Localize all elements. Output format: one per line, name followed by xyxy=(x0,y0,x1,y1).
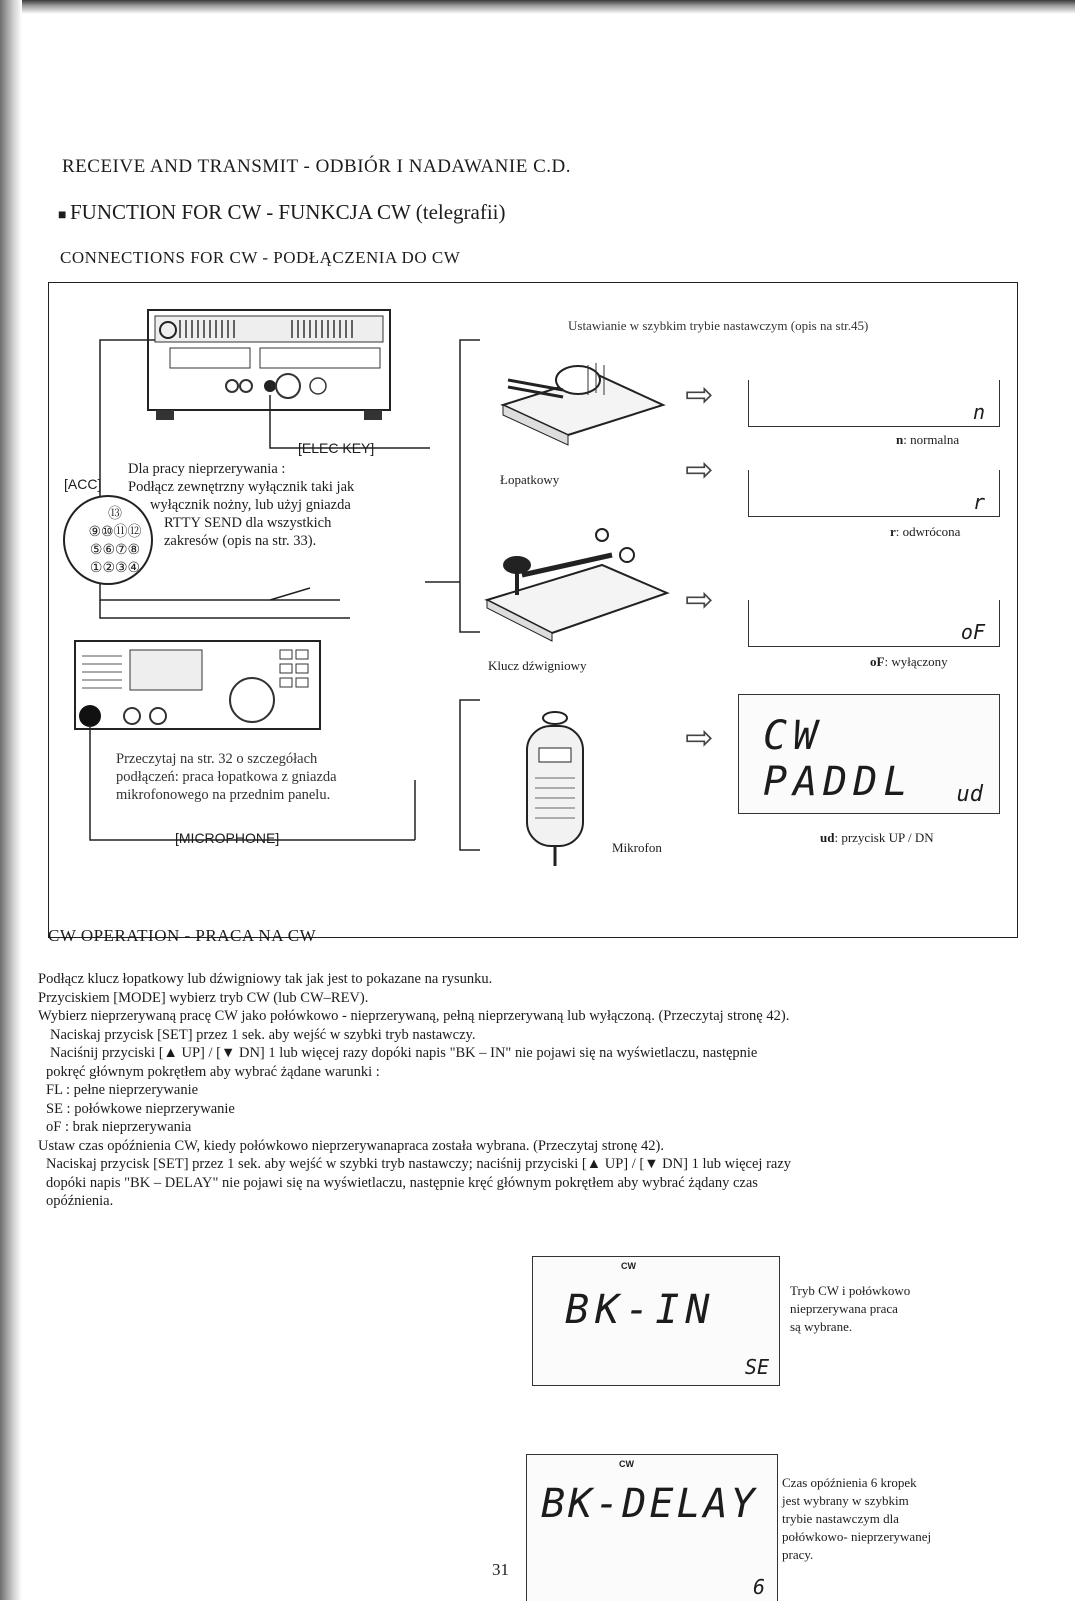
connections-heading: CONNECTIONS FOR CW - PODŁĄCZENIA DO CW xyxy=(60,248,461,267)
microphone-icon xyxy=(505,708,605,868)
display-normal-caption: n: normalna xyxy=(896,432,960,447)
straight-key-label: Klucz dźwigniowy xyxy=(488,658,587,673)
key-brackets xyxy=(420,330,490,870)
acc-pin-layout: ⑬ ⑨⑩⑪⑫ ⑤⑥⑦⑧ ①②③④ xyxy=(88,507,142,576)
step-line: oF : brak nieprzerywania xyxy=(46,1119,192,1135)
square-bullet-icon: ■ xyxy=(58,208,70,223)
display-normal: n xyxy=(748,380,1000,427)
step-line: Wybierz nieprzerywaną pracę CW jako połówkowo - nieprzerywaną, pełną nieprzerywaną lub wyłączoną. (Przeczytaj stronę 42). xyxy=(38,1008,790,1024)
cw-operation-heading: CW OPERATION - PRACA NA CW xyxy=(48,926,317,945)
microphone-device-label: Mikrofon xyxy=(612,840,662,855)
scan-shadow-top xyxy=(0,0,1075,14)
ud-caption: ud: przycisk UP / DN xyxy=(820,830,934,845)
step-line: Naciskaj przycisk [SET] przez 1 sek. aby wejść w szybki tryb nastawczy; naciśnij przyciski [▲ UP] / [▼ DN] 1 lub więcej razy xyxy=(46,1156,792,1172)
cw-paddle-display: CW PADDL ud xyxy=(738,694,1000,814)
bk-delay-caption: Czas opóźnienia 6 kropek jest wybrany w szybkim trybie nastawczym dla połówkowo- nieprzerywanej pracy. xyxy=(782,1475,932,1562)
display-reverse: r xyxy=(748,470,1000,517)
step-line: pokręć głównym pokrętłem aby wybrać żądane warunki : xyxy=(46,1063,380,1080)
step-line: dopóki napis "BK – DELAY" nie pojawi się na wyświetlaczu, następnie kręć głównym pokrętłem aby wybrać żądany czas xyxy=(46,1174,758,1191)
microphone-note: Przeczytaj na str. 32 o szczegółach podłączeń: praca łopatkowa z gniazda mikrofonowego na przednim panelu. xyxy=(116,751,337,803)
step-line: SE : połówkowe nieprzerywanie xyxy=(46,1100,235,1117)
step-line: opóźnienia. xyxy=(46,1193,114,1209)
page-number: 31 xyxy=(492,1560,509,1579)
bk-in-display: CW BK-IN SE xyxy=(532,1256,780,1386)
bk-delay-display: CW BK-DELAY 6 xyxy=(526,1454,778,1601)
arrow-right-icon: ⇨ xyxy=(685,450,714,490)
paddle-key-label: Łopatkowy xyxy=(500,472,560,487)
straight-key-icon xyxy=(482,515,672,645)
scan-shadow-left xyxy=(0,0,22,1600)
step-line: FL : pełne nieprzerywanie xyxy=(46,1082,199,1098)
bk-in-caption: Tryb CW i połówkowo nieprzerywana praca są wybrane. xyxy=(790,1283,911,1334)
elec-key-label: [ELEC KEY] xyxy=(298,440,375,456)
display-off: oF xyxy=(748,600,1000,647)
arrow-right-icon: ⇨ xyxy=(685,580,714,620)
step-line: Naciśnij przyciski [▲ UP] / [▼ DN] 1 lub więcej razy dopóki napis "BK – IN" nie pojawi się na wyświetlaczu, następnie xyxy=(50,1045,758,1061)
function-heading: ■ FUNCTION FOR CW - FUNKCJA CW (telegrafii) xyxy=(58,200,506,224)
display-off-caption: oF: wyłączony xyxy=(870,654,948,669)
arrow-right-icon: ⇨ xyxy=(685,375,714,415)
step-line: Ustaw czas opóźnienia CW, kiedy połówkowo nieprzerywanapraca została wybrana. (Przeczytaj stronę 42). xyxy=(38,1137,664,1154)
transceiver-icon xyxy=(148,310,390,420)
display-reverse-caption: r: odwrócona xyxy=(890,524,961,539)
paddle-key-icon xyxy=(488,335,668,455)
quick-mode-note: Ustawianie w szybkim trybie nastawczym (opis na str.45) xyxy=(568,318,869,333)
acc-label: [ACC] xyxy=(64,476,102,492)
acc-note: Dla pracy nieprzerywania : Podłącz zewnętrzny wyłącznik taki jak wyłącznik nożny, lub użyj gniazda RTTY SEND dla wszystkich zakresów (opis na str. 33). xyxy=(128,461,355,549)
cw-operation-steps xyxy=(38,970,1028,1211)
section-heading: RECEIVE AND TRANSMIT - ODBIÓR I NADAWANIE C.D. xyxy=(62,156,571,177)
step-line: Podłącz klucz łopatkowy lub dźwigniowy tak jak jest to pokazane na rysunku. xyxy=(38,971,493,987)
step-line: Przyciskiem [MODE] wybierz tryb CW (lub CW–REV). xyxy=(38,989,369,1006)
step-line: Naciskaj przycisk [SET] przez 1 sek. aby wejść w szybki tryb nastawczy. xyxy=(50,1026,476,1043)
arrow-right-icon: ⇨ xyxy=(685,718,714,758)
microphone-label: [MICROPHONE] xyxy=(175,830,280,846)
